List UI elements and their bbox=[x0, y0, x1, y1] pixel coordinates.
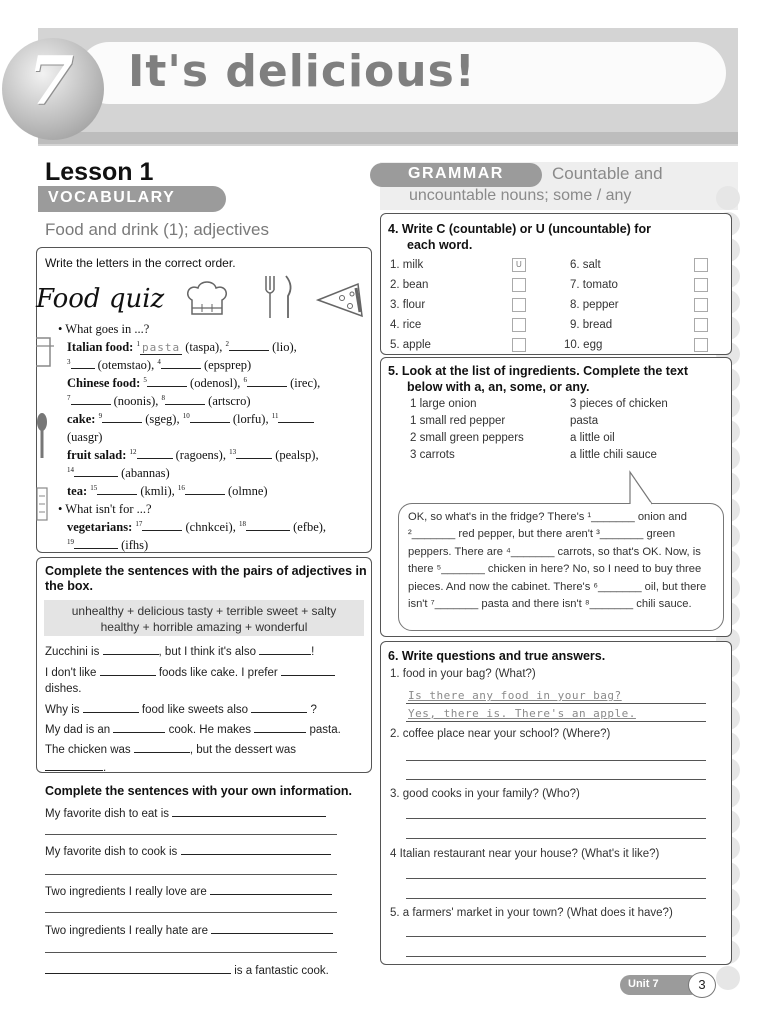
adjective-sentence-5-cont bbox=[45, 760, 106, 774]
quiz-clue: (taspa), bbox=[185, 340, 223, 354]
question-prompt-5: 5. a farmers' market in your town? (What does it have?) bbox=[390, 907, 673, 919]
question-prompt-2: 2. coffee place near your school? (Where?) bbox=[390, 728, 611, 740]
answer-line[interactable] bbox=[406, 721, 706, 722]
quiz-line-vegetarians: vegetarians: $^{17}$ (chnkcei), $^{18}$ (efbe), bbox=[67, 520, 327, 534]
vocabulary-subtitle: Food and drink (1); adjectives bbox=[45, 220, 269, 239]
answer-blank[interactable] bbox=[103, 644, 159, 655]
spoon-icon bbox=[36, 412, 52, 460]
exercise-5-title bbox=[388, 363, 688, 395]
adjective-sentence-3 bbox=[45, 702, 317, 716]
sentence-text: Why is bbox=[45, 704, 80, 716]
quiz-clue: (otemstao), bbox=[97, 358, 155, 372]
quiz-line-chinese: Chinese food: $^5$ (odenosl), $^6$ (irec), bbox=[67, 376, 321, 390]
fork-knife-icon bbox=[260, 274, 296, 322]
quiz-line-cake: cake: $^9$ (sgeg), $^{10}$ (lorfu), $^{11}$ bbox=[67, 412, 314, 427]
quiz-label-vegetarians: vegetarians: bbox=[67, 520, 133, 534]
answer-line[interactable] bbox=[406, 779, 706, 780]
answer-line[interactable] bbox=[45, 912, 337, 913]
speech-bubble-tail bbox=[626, 470, 656, 506]
answer-blank[interactable] bbox=[142, 520, 182, 531]
answer-blank[interactable] bbox=[181, 844, 331, 855]
answer-blank[interactable] bbox=[236, 448, 272, 459]
quiz-clue: (abannas) bbox=[121, 466, 170, 480]
answer-box[interactable] bbox=[694, 318, 708, 332]
answer-blank[interactable] bbox=[71, 358, 95, 369]
quiz-clue: (sgeg), bbox=[145, 412, 180, 426]
quiz-clue: (lorfu), bbox=[232, 412, 269, 426]
ingredient: pasta bbox=[570, 415, 599, 427]
answer-blank[interactable] bbox=[210, 884, 332, 895]
lesson-heading: Lesson 1 bbox=[45, 158, 154, 186]
answer-blank[interactable] bbox=[147, 376, 187, 387]
pizza-slice-icon bbox=[316, 282, 364, 318]
sentence-text: ? bbox=[310, 704, 317, 716]
answer-blank[interactable] bbox=[83, 702, 139, 713]
sentence-text: pasta. bbox=[309, 724, 341, 736]
page-number: 3 bbox=[688, 972, 716, 998]
sentence-text: My favorite dish to eat is bbox=[45, 808, 169, 820]
word-item-8: 8. pepper bbox=[570, 299, 619, 311]
ingredient: 1 small red pepper bbox=[410, 415, 506, 427]
adjective-pairs-line: healthy + horrible amazing + wonderful bbox=[100, 620, 308, 634]
quiz-line-italian-2: $^3$ (otemstao), $^4$ (epsprep) bbox=[67, 358, 252, 372]
answer-blank[interactable] bbox=[134, 742, 190, 753]
sentence-text: Two ingredients I really love are bbox=[45, 886, 207, 898]
answer-blank[interactable] bbox=[259, 644, 311, 655]
grammar-tab: GRAMMAR bbox=[370, 163, 542, 187]
quiz-label-cake: cake: bbox=[67, 412, 96, 426]
quiz-line-fruit: fruit salad: $^{12}$ (ragoens), $^{13}$ (pealsp), bbox=[67, 448, 319, 462]
quiz-clue: (uasgr) bbox=[67, 430, 103, 444]
answer-blank[interactable] bbox=[45, 760, 103, 771]
exercise-6-title: 6. Write questions and true answers. bbox=[388, 649, 606, 663]
answer-blank[interactable] bbox=[246, 520, 290, 531]
sentence-text: Two ingredients I really hate are bbox=[45, 925, 209, 937]
quiz-clue: (olmne) bbox=[228, 484, 268, 498]
answer-line[interactable] bbox=[45, 952, 337, 953]
answer-line[interactable] bbox=[406, 760, 706, 761]
answer-line[interactable] bbox=[45, 874, 337, 875]
question-prompt-1: 1. food in your bag? (What?) bbox=[390, 668, 536, 680]
answer-line[interactable] bbox=[45, 834, 337, 835]
answer-line[interactable] bbox=[406, 898, 706, 899]
answer-line[interactable] bbox=[406, 818, 706, 819]
unit-number: 7 bbox=[28, 42, 74, 120]
answer-box[interactable] bbox=[694, 278, 708, 292]
adjective-sentence-1 bbox=[45, 644, 314, 658]
vocabulary-tab: VOCABULARY bbox=[38, 186, 226, 212]
quiz-line-chinese-2: $^7$ (noonis), $^8$ (artscro) bbox=[67, 394, 251, 408]
answer-blank[interactable] bbox=[251, 702, 307, 713]
answer-box[interactable] bbox=[694, 258, 708, 272]
sentence-text: cook. He makes bbox=[168, 724, 252, 736]
sentence-text: . bbox=[103, 762, 107, 774]
answer-blank[interactable] bbox=[229, 340, 269, 351]
adjective-sentence-4 bbox=[45, 722, 341, 736]
own-info-line-3 bbox=[45, 884, 332, 898]
quiz-clue: (ragoens), bbox=[175, 448, 226, 462]
sentence-text: foods like cake. I prefer bbox=[158, 667, 278, 679]
word-item-5: 5. apple bbox=[390, 339, 431, 351]
word-item-3: 3. flour bbox=[390, 299, 426, 311]
word-item-9: 9. bread bbox=[570, 319, 613, 331]
adjective-pairs-line: unhealthy + delicious tasty + terrible sweet + salty bbox=[71, 604, 337, 618]
quiz-instruction: Write the letters in the correct order. bbox=[45, 256, 236, 270]
unit-label: Unit 7 bbox=[620, 975, 700, 995]
sentence-text: ! bbox=[311, 646, 315, 658]
page-title: It's delicious! bbox=[128, 46, 476, 97]
example-answer: Yes, there is. There's an apple. bbox=[408, 707, 636, 720]
answer-blank[interactable] bbox=[254, 722, 306, 733]
sentence-text: My favorite dish to cook is bbox=[45, 846, 178, 858]
adjective-pairs-box bbox=[44, 600, 364, 636]
own-info-instruction: Complete the sentences with your own information. bbox=[45, 784, 352, 798]
quiz-line-fruit-2: $^{14}$ (abannas) bbox=[67, 466, 170, 480]
quiz-clue: (ifhs) bbox=[121, 538, 149, 552]
quiz-title: Food quiz bbox=[36, 284, 165, 314]
quiz-clue: (epsprep) bbox=[203, 358, 252, 372]
answer-box[interactable] bbox=[512, 318, 526, 332]
own-info-line-5 bbox=[45, 963, 329, 977]
answer-blank[interactable] bbox=[247, 376, 287, 387]
quiz-clue: (noonis), bbox=[113, 394, 159, 408]
chef-hat-icon bbox=[184, 278, 232, 320]
sentence-text: I don't like bbox=[45, 667, 97, 679]
sentence-text: My dad is an bbox=[45, 724, 111, 736]
sentence-text: is a fantastic cook. bbox=[234, 965, 329, 977]
exercise-4-title bbox=[388, 221, 651, 253]
answer-line[interactable] bbox=[406, 936, 706, 937]
answer-blank[interactable] bbox=[211, 923, 333, 934]
word-item-2: 2. bean bbox=[390, 279, 429, 291]
title-line: below with a, an, some, or any. bbox=[407, 380, 590, 394]
answer-blank[interactable] bbox=[281, 665, 335, 676]
word-item-4: 4. rice bbox=[390, 319, 422, 331]
own-info-line-2 bbox=[45, 844, 331, 858]
answer-box[interactable] bbox=[694, 298, 708, 312]
word-item-10: 10. egg bbox=[564, 339, 603, 351]
grammar-title-line-2: uncountable nouns; some / any bbox=[409, 187, 632, 204]
quiz-line-cake-2 bbox=[67, 430, 102, 445]
answer-box[interactable] bbox=[512, 298, 526, 312]
header-underline bbox=[38, 132, 738, 144]
word-item-7: 7. tomato bbox=[570, 279, 618, 291]
example-question: Is there any food in your bag? bbox=[408, 689, 622, 702]
grammar-title-line-1: Countable and bbox=[552, 164, 663, 183]
answer-blank[interactable] bbox=[137, 448, 173, 459]
sentence-text: , but the dessert was bbox=[189, 744, 296, 756]
sentence-text: food like sweets also bbox=[141, 704, 249, 716]
answer-blank[interactable] bbox=[45, 963, 231, 974]
quiz-clue: (irec), bbox=[290, 376, 321, 390]
answer-line[interactable] bbox=[406, 703, 706, 704]
answer-blank[interactable] bbox=[161, 358, 201, 369]
answer-blank[interactable] bbox=[172, 806, 326, 817]
answer-blank[interactable] bbox=[113, 722, 165, 733]
adjectives-instruction: Complete the sentences with the pairs of adjectives in the box. bbox=[45, 564, 367, 593]
ingredient: a little chili sauce bbox=[570, 449, 657, 461]
quiz-clue: (odenosl), bbox=[190, 376, 241, 390]
pot-icon bbox=[36, 332, 56, 372]
quiz-line-italian: Italian food: $^1$ pasta (taspa), $^2$ (lio), bbox=[67, 340, 297, 354]
answer-blank[interactable] bbox=[190, 412, 230, 423]
quiz-label-chinese: Chinese food: bbox=[67, 376, 141, 390]
word-item-1: 1. milk bbox=[390, 259, 424, 271]
answer-blank[interactable] bbox=[100, 665, 156, 676]
word-item-6: 6. salt bbox=[570, 259, 601, 271]
answer-blank[interactable] bbox=[278, 412, 314, 423]
ingredient: 2 small green peppers bbox=[410, 432, 524, 444]
question-prompt-3: 3. good cooks in your family? (Who?) bbox=[390, 788, 580, 800]
quiz-line-vegetarians-2: $^{19}$ (ifhs) bbox=[67, 538, 149, 552]
adjective-sentence-5 bbox=[45, 742, 296, 756]
quiz-clue: (chnkcei), bbox=[185, 520, 236, 534]
own-info-line-1 bbox=[45, 806, 326, 820]
answer-box[interactable] bbox=[512, 278, 526, 292]
question-prompt-4: 4 Italian restaurant near your house? (What's it like?) bbox=[390, 848, 660, 860]
grater-icon bbox=[36, 486, 50, 522]
answer-line[interactable] bbox=[406, 956, 706, 957]
answer-blank[interactable] bbox=[74, 538, 118, 549]
quiz-clue: (artscro) bbox=[208, 394, 251, 408]
answer-blank[interactable] bbox=[185, 484, 225, 495]
answer-line[interactable] bbox=[406, 838, 706, 839]
quiz-clue: (efbe), bbox=[293, 520, 327, 534]
answer-blank[interactable] bbox=[71, 394, 111, 405]
quiz-clue: (pealsp), bbox=[275, 448, 319, 462]
ingredient: a little oil bbox=[570, 432, 615, 444]
quiz-question-isnt-for: • What isn't for ...? bbox=[58, 502, 152, 516]
quiz-label-italian: Italian food: bbox=[67, 340, 134, 354]
ingredient: 3 carrots bbox=[410, 449, 455, 461]
answer-blank[interactable] bbox=[97, 484, 137, 495]
sentence-text: , but I think it's also bbox=[158, 646, 256, 658]
answer-blank[interactable] bbox=[74, 466, 118, 477]
answer-blank[interactable] bbox=[165, 394, 205, 405]
adjective-sentence-2 bbox=[45, 665, 335, 679]
ingredient: 3 pieces of chicken bbox=[570, 398, 668, 410]
example-answer: U bbox=[516, 260, 522, 269]
quiz-question-goes-in: • What goes in ...? bbox=[58, 322, 150, 336]
answer-blank[interactable] bbox=[102, 412, 142, 423]
adjective-sentence-2-cont: dishes. bbox=[45, 683, 82, 695]
quiz-label-tea: tea: bbox=[67, 484, 88, 498]
answer-line[interactable] bbox=[406, 878, 706, 879]
title-line: each word. bbox=[407, 238, 473, 252]
sentence-text: Zucchini is bbox=[45, 646, 100, 658]
answer-box[interactable] bbox=[694, 338, 708, 352]
speech-bubble-text: OK, so what's in the fridge? There's ¹_______ onion and ²_______ red pepper, but there aren't ³_______ green peppers. There are ⁴_______ carrots, so that's OK. Now, is there ⁵_______ chicken in here? No, so I need to buy three pieces. And now the cabinet. There's ⁶_______ oil, but there isn't ⁷_______ pasta and there isn't ⁸_______ chili sauce. bbox=[408, 511, 707, 611]
answer-box[interactable] bbox=[512, 338, 526, 352]
title-line: 4. Write C (countable) or U (uncountable) for bbox=[388, 222, 651, 236]
quiz-clue: (kmli), bbox=[140, 484, 175, 498]
quiz-example-answer: pasta bbox=[141, 341, 181, 354]
answer-box[interactable] bbox=[512, 258, 526, 272]
quiz-label-fruit: fruit salad: bbox=[67, 448, 127, 462]
quiz-line-tea: tea: $^{15}$ (kmli), $^{16}$ (olmne) bbox=[67, 484, 268, 498]
own-info-line-4 bbox=[45, 923, 333, 937]
ingredient: 1 large onion bbox=[410, 398, 477, 410]
quiz-clue: (lio), bbox=[272, 340, 297, 354]
title-line: 5. Look at the list of ingredients. Complete the text bbox=[388, 364, 689, 378]
sentence-text: The chicken was bbox=[45, 744, 131, 756]
